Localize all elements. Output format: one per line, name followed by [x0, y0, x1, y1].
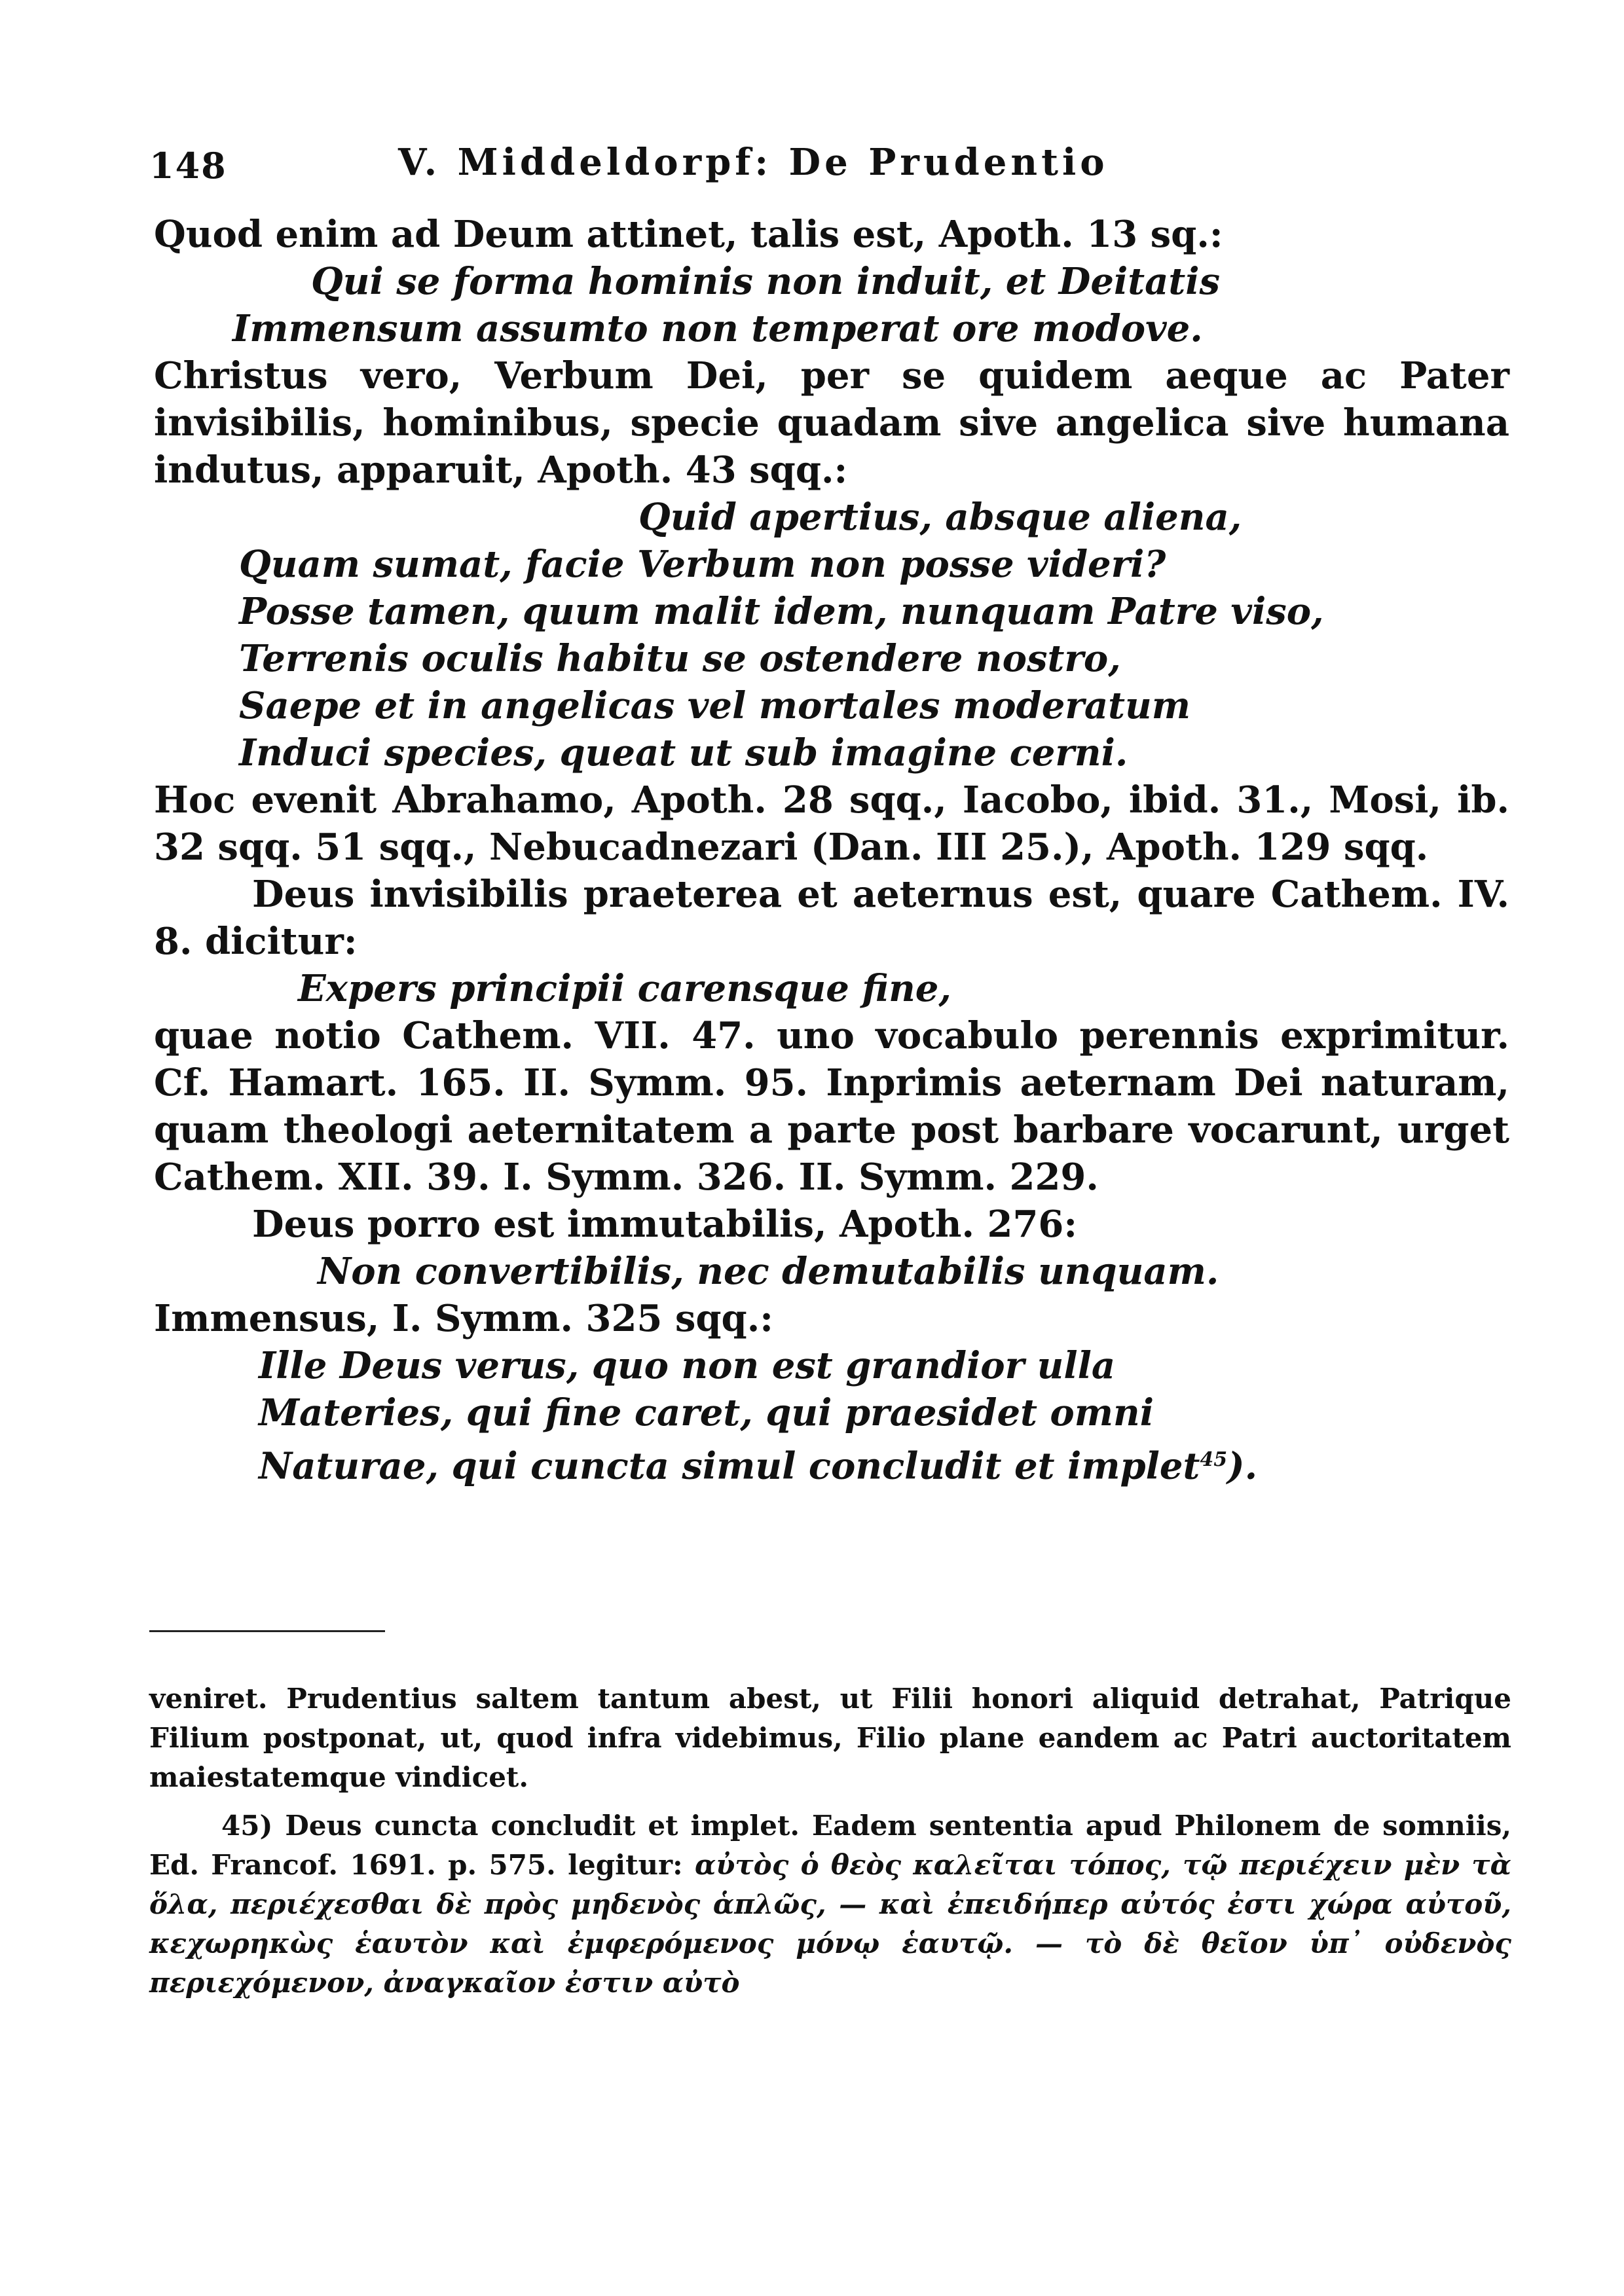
paragraph-3: Hoc evenit Abrahamo, Apoth. 28 sqq., Iacobo, ibid. 31., Mosi, ib. 32 sqq. 51 sqq., Nebucadnezari (Dan. III 25.), Apoth. 129 sqq. [154, 778, 1509, 869]
page-number: 148 [149, 145, 227, 187]
footnote-ref: 45 [1200, 1448, 1228, 1471]
footnote-continuation: veniret. Prudentius saltem tantum abest, ut Filii honori aliquid detrahat, Patrique Filium postponat, ut, quod infra videbimus, Filio plane eandem ac Patri auctoritatem maiestatemque vindicet. [149, 1683, 1511, 1793]
verse-line: Expers principii carensque fine, [298, 967, 951, 1010]
main-text [154, 211, 1509, 1490]
greek-quote: αὐτὸς ὁ θεὸς καλεῖται τόπος, τῷ περιέχειν μὲν τὰ ὅλα, περιέχεσθαι δὲ πρὸς μηδενὸς ἁπλῶς, — καὶ ἐπειδήπερ αὐτός ἐστι χώρα αὐτοῦ, κεχωρηκὼς ἑαυτὸν καὶ ἐμφερόμενος μόνῳ ἑαυτῷ. — τὸ δὲ θεῖον ὑπ᾽ οὐδενὸς περιεχόμενον, ἀναγκαῖον ἐστιν αὐτὸ [149, 1849, 1512, 1999]
verse-line [154, 1436, 1509, 1490]
verse-line: Induci species, queat ut sub imagine cerni. [239, 731, 1128, 774]
running-title: V. Middeldorpf: De Prudentio [398, 141, 1109, 184]
verse-line: Ille Deus verus, quo non est grandior ulla [259, 1344, 1116, 1387]
paragraph-6: Deus porro est immutabilis, Apoth. 276: [252, 1203, 1078, 1246]
verse-line: Materies, qui fine caret, qui praesidet omni [259, 1391, 1154, 1434]
paragraph-5: quae notio Cathem. VII. 47. uno vocabulo perennis exprimitur. Cf. Hamart. 165. II. Symm. 95. Inprimis aeternam Dei naturam, quam theologi aeternitatem a parte post barbare vocarunt, urget Cathem. XII. 39. I. Symm. 326. II. Symm. 229. [154, 1014, 1509, 1199]
verse-line: Terrenis oculis habitu se ostendere nostro, [239, 637, 1121, 680]
footnotes [149, 1679, 1511, 2003]
verse-close: ). [1227, 1444, 1258, 1488]
verse-line: Quam sumat, facie Verbum non posse videri? [239, 543, 1166, 586]
paragraph-1: Quod enim ad Deum attinet, talis est, Apoth. 13 sq.: [154, 213, 1223, 256]
verse-line: Non convertibilis, nec demutabilis unquam. [318, 1250, 1219, 1293]
verse-line: Saepe et in angelicas vel mortales moderatum [239, 684, 1190, 727]
footnote-text: Deus cuncta concludit et implet. Eadem sententia apud Philonem de somniis, Ed. Francof. 1691. p. 575. legitur: [149, 1810, 1511, 1881]
paragraph-7: Immensus, I. Symm. 325 sqq.: [154, 1297, 773, 1340]
verse-line: Qui se forma hominis non induit, et Deitatis [311, 260, 1221, 303]
paragraph-2: Christus vero, Verbum Dei, per se quidem aeque ac Pater invisibilis, hominibus, specie quadam sive angelica sive humana indutus, apparuit, Apoth. 43 sqq.: [154, 354, 1509, 492]
footnote-label: 45) [221, 1810, 273, 1842]
footnote-45 [149, 1806, 1511, 2003]
footnote-rule [149, 1630, 385, 1632]
paragraph-4: Deus invisibilis praeterea et aeternus est, quare Cathem. IV. 8. dicitur: [154, 873, 1509, 963]
verse-line: Quid apertius, absque aliena, [638, 496, 1242, 539]
verse-text: Naturae, qui cuncta simul concludit et implet [259, 1444, 1200, 1488]
verse-line: Immensum assumto non temperat ore modove. [232, 307, 1203, 350]
page-header [149, 134, 1393, 193]
verse-line: Posse tamen, quum malit idem, nunquam Patre viso, [239, 590, 1324, 633]
